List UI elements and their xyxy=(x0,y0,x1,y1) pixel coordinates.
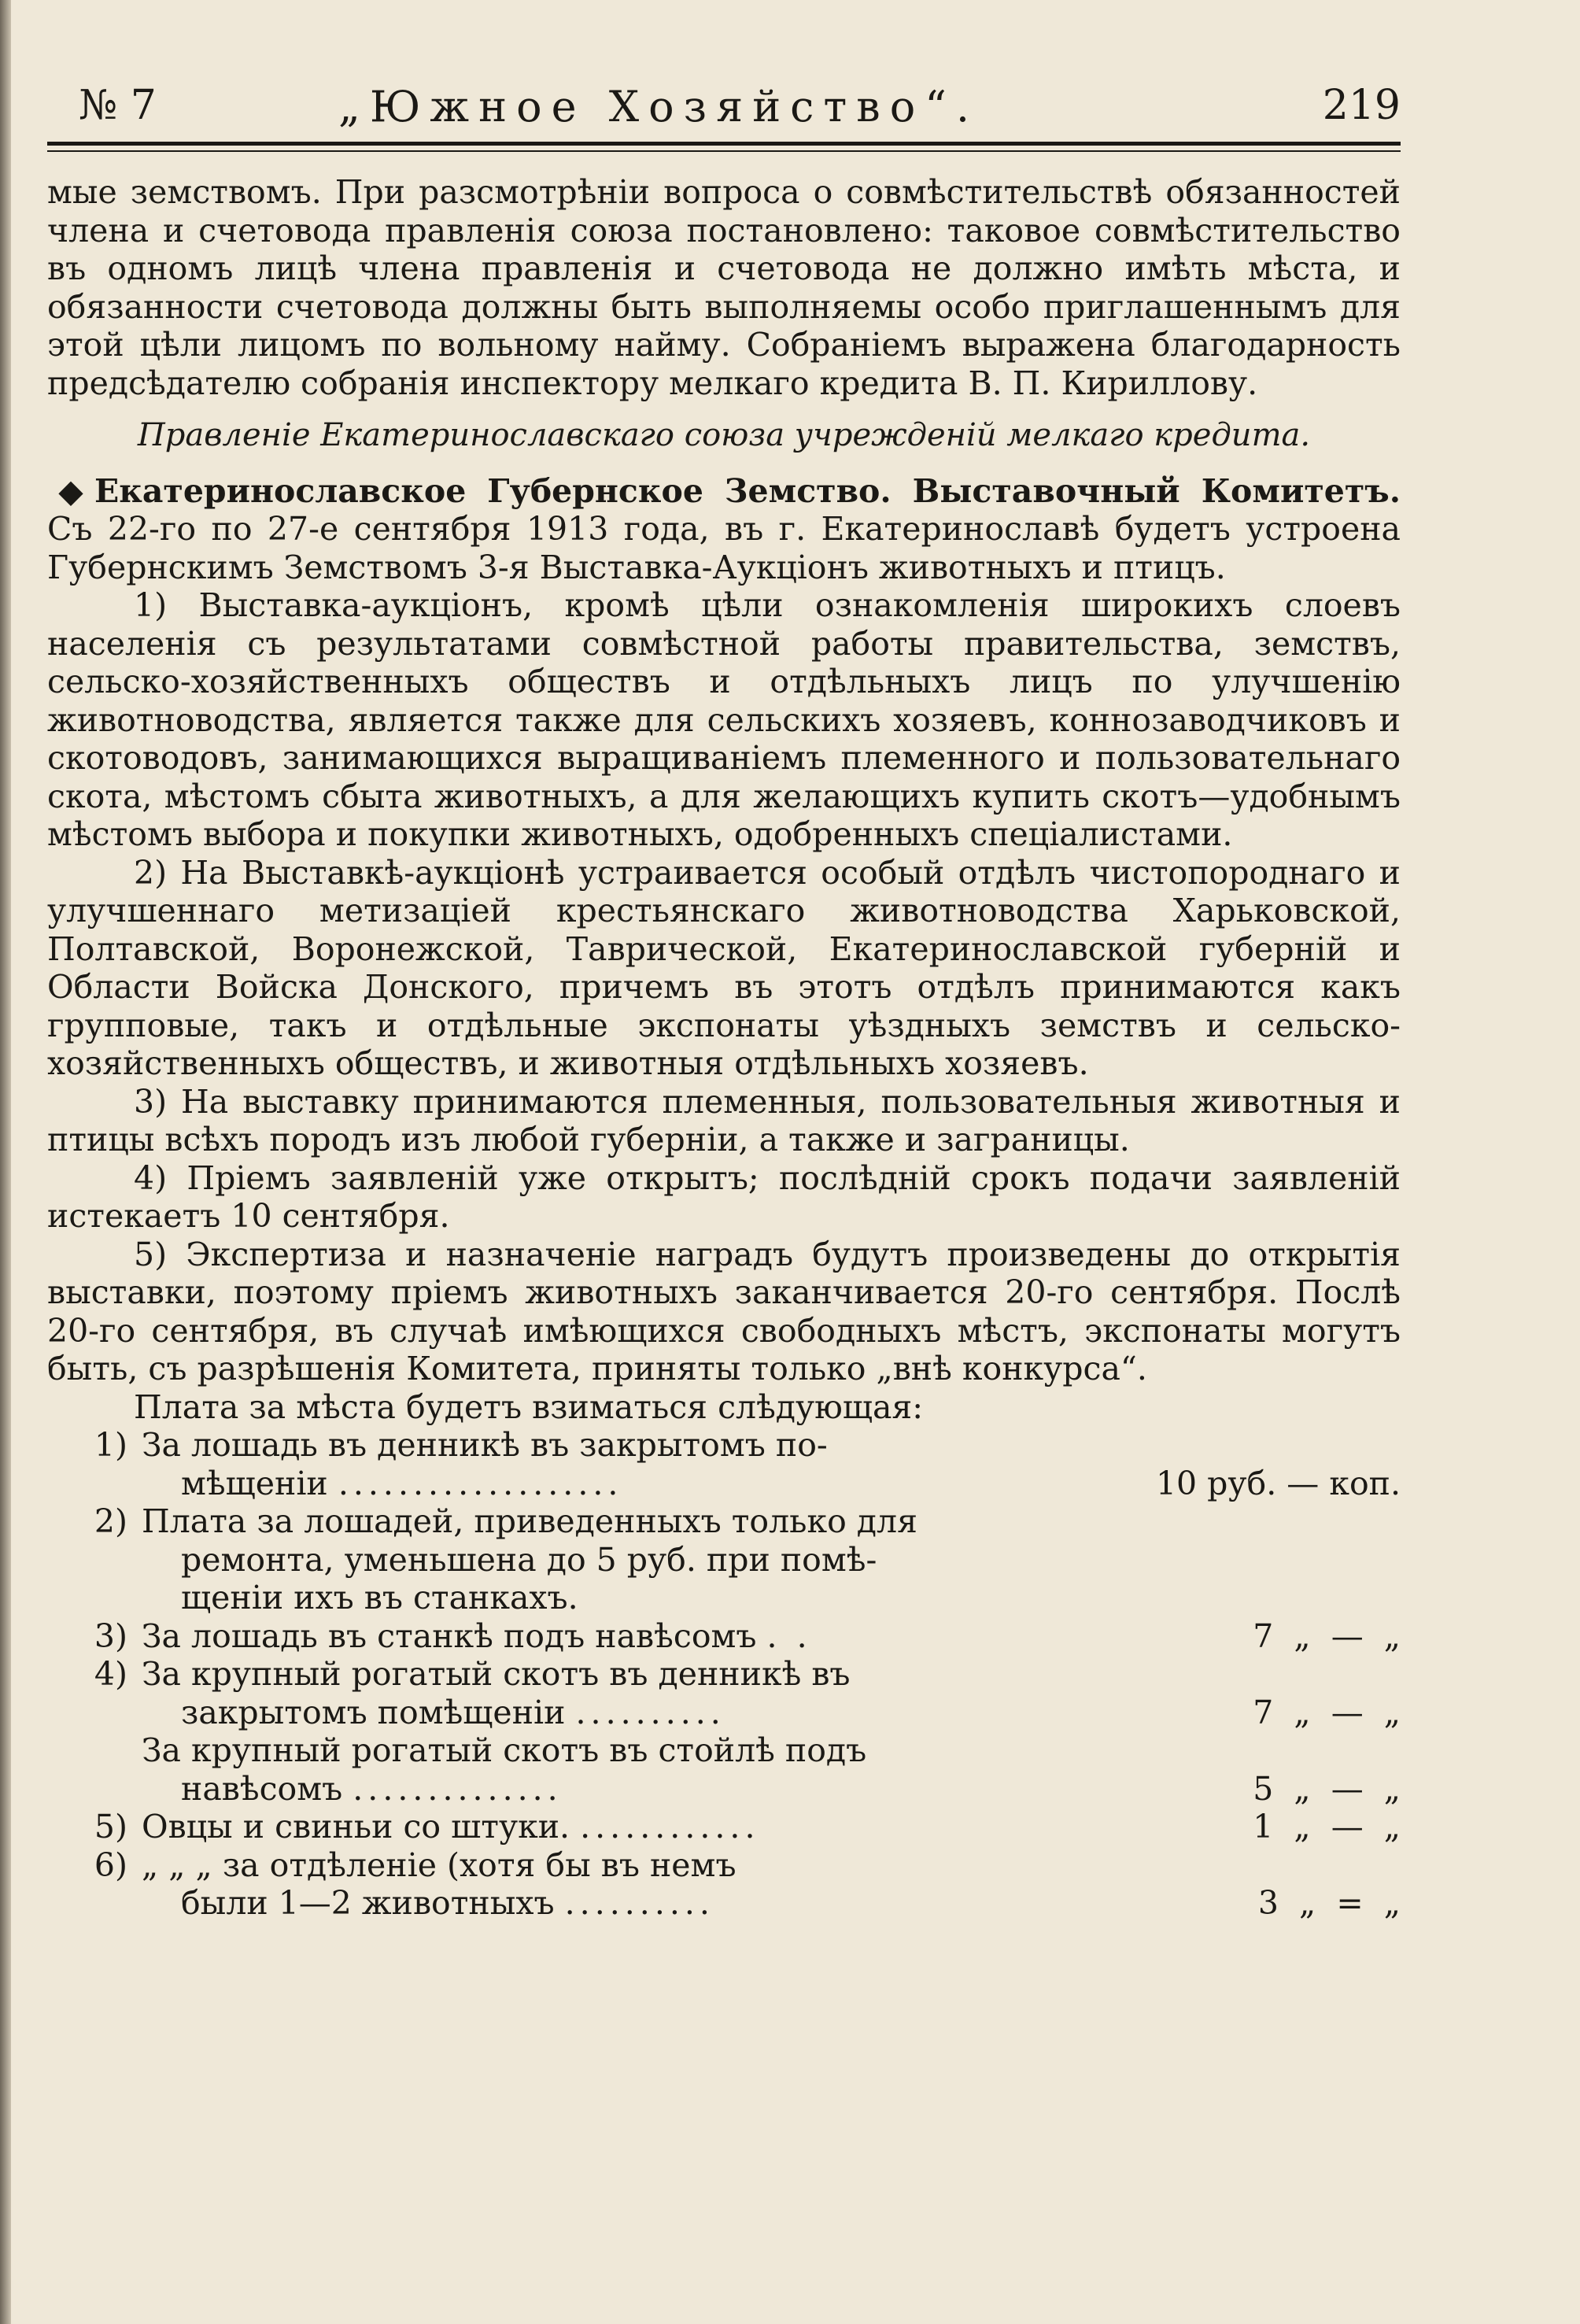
fee-row xyxy=(47,1655,1401,1731)
notice-item-3: 3) На выставку принимаются племенныя, пользовательныя животныя и птицы всѣхъ породъ изъ любой губерніи, а также и заграницы. xyxy=(47,1082,1401,1158)
fee-line: За крупный рогатый скотъ въ стойлѣ подъ xyxy=(142,1731,867,1769)
fee-number: 4) xyxy=(94,1655,127,1693)
leader-dots: .............. xyxy=(353,1769,563,1808)
fee-line: щеніи ихъ въ станкахъ. xyxy=(181,1579,578,1616)
fee-description xyxy=(142,1426,1047,1502)
paragraph-continuation: мые земствомъ. При разсмотрѣніи вопроса о совмѣстительствѣ обязанностей члена и счетовода правленія союза постановлено: таковое совмѣстительство въ одномъ лицѣ члена правленія и счетовода не должно имѣть мѣста, и обязанности счетовода должны быть выполняемы особо приглашеннымъ для этой цѣли лицомъ по вольному найму. Собраніемъ выражена благодарность предсѣдателю собранія инспектору мелкаго кредита В. П. Кириллову. xyxy=(47,173,1401,402)
fee-line: За лошадь въ денникѣ въ закрытомъ по- xyxy=(142,1426,828,1464)
fee-row xyxy=(47,1846,1401,1923)
leader-dots: .......... xyxy=(564,1884,714,1922)
fee-description xyxy=(142,1846,1047,1923)
notice-heading: Екатеринославское Губернское Земство. Выставочный Комитетъ. xyxy=(94,471,1401,510)
fee-line: За лошадь въ станкѣ подъ навѣсомъ . . xyxy=(142,1616,812,1655)
fee-number: 5) xyxy=(94,1808,127,1846)
fee-price: 10 руб. — коп. xyxy=(1155,1464,1401,1502)
fee-number: 1) xyxy=(94,1426,127,1464)
notice-item-1: 1) Выставка-аукціонъ, кромѣ цѣли ознакомленія широкихъ слоевъ населенія съ результатами совмѣстной работы правительства, земствъ, сельско-хозяйственныхъ обществъ и отдѣльныхъ лицъ по улучшенію животноводства, является также для сельскихъ хозяевъ, коннозаводчиковъ и скотоводовъ, занимающихся выращиваніемъ племенного и пользовательнаго скота, мѣстомъ сбыта животныхъ, а для желающихъ купить скотъ—удобнымъ мѣстомъ выбора и покупки животныхъ, одобренныхъ спеціалистами. xyxy=(47,586,1401,853)
fee-description xyxy=(142,1808,1047,1846)
notice-item-2: 2) На Выставкѣ-аукціонѣ устраивается особый отдѣлъ чистопороднаго и улучшеннаго метизаціей крестьянскаго животноводства Харьковской, Полтавской, Воронежской, Таврической, Екатеринославской губерній и Области Войска Донского, причемъ въ этотъ отдѣлъ принимаются какъ групповые, такъ и отдѣльные экспонаты уѣздныхъ земствъ и сельско-хозяйственныхъ обществъ, и животныя отдѣльныхъ хозяевъ. xyxy=(47,853,1401,1082)
fee-line: закрытомъ помѣщеніи .......... xyxy=(181,1693,725,1731)
notice-intro-text: Съ 22-го по 27-е сентября 1913 года, въ г. Екатеринославѣ будетъ устроена Губернскимъ Земствомъ 3-я Выставка-Аукціонъ животныхъ и птицъ. xyxy=(47,510,1401,586)
fee-line: навѣсомъ .............. xyxy=(181,1769,563,1808)
leader-dots: . . xyxy=(766,1616,812,1655)
page-spine-shadow xyxy=(0,0,11,2324)
diamond-bullet-icon: ◆ xyxy=(58,471,83,510)
fee-number: 6) xyxy=(94,1846,127,1884)
fee-line: Овцы и свиньи со штуки. ............ xyxy=(142,1808,760,1846)
notice-item-4: 4) Пріемъ заявленій уже открытъ; послѣдній срокъ подачи заявленій истекаетъ 10 сентября. xyxy=(47,1158,1401,1235)
fee-line: Плата за лошадей, приведенныхъ только для xyxy=(142,1502,917,1540)
fee-intro: Плата за мѣста будетъ взиматься слѣдующая: xyxy=(134,1387,924,1426)
fee-row xyxy=(47,1617,1401,1656)
fee-number: 3) xyxy=(94,1616,127,1655)
leader-dots: .......... xyxy=(575,1693,725,1731)
header-rule-thick xyxy=(47,142,1401,146)
page-body xyxy=(47,173,1401,1923)
fee-line: ремонта, уменьшена до 5 руб. при помѣ- xyxy=(181,1540,877,1579)
header-rule-thin xyxy=(47,150,1401,152)
running-header xyxy=(47,82,1401,137)
notice-item-5: 5) Экспертиза и назначеніе наградъ будутъ произведены до открытія выставки, поэтому пріемъ животныхъ заканчивается 20-го сентября. Послѣ 20-го сентября, въ случаѣ имѣющихся свободныхъ мѣстъ, экспонаты могутъ быть, съ разрѣшенія Комитета, приняты только „внѣ конкурса“. xyxy=(47,1235,1401,1387)
fee-schedule xyxy=(47,1388,1401,1923)
fee-line: мѣщеніи ................... xyxy=(181,1464,623,1502)
fee-row xyxy=(47,1731,1401,1808)
leader-dots: ................... xyxy=(338,1464,623,1502)
fee-price: 5 „ — „ xyxy=(1253,1769,1401,1808)
fee-line: были 1—2 животныхъ .......... xyxy=(181,1884,714,1922)
fee-line: „ „ „ за отдѣленіе (хотя бы въ немъ xyxy=(142,1846,736,1884)
page-number: 219 xyxy=(1322,82,1401,129)
fee-number: 2) xyxy=(94,1502,127,1540)
fee-description xyxy=(142,1655,1047,1731)
fee-price: 7 „ — „ xyxy=(1253,1616,1401,1655)
fee-price: 7 „ — „ xyxy=(1253,1693,1401,1731)
signature-line: Правленіе Екатеринославскаго союза учрежденій мелкаго кредита. xyxy=(137,417,1311,453)
leader-dots: ............ xyxy=(580,1808,760,1846)
journal-title: „Южное Хозяйство“. xyxy=(338,82,979,131)
fee-description xyxy=(142,1731,1047,1808)
fee-row xyxy=(47,1502,1401,1617)
notice-intro xyxy=(47,472,1401,587)
fee-description xyxy=(142,1502,1047,1617)
fee-price: 1 „ — „ xyxy=(1253,1808,1401,1846)
fee-description xyxy=(142,1617,1047,1656)
fee-line: За крупный рогатый скотъ въ денникѣ въ xyxy=(142,1655,851,1693)
fee-price: 3 „ = „ xyxy=(1257,1884,1401,1922)
issue-number: № 7 xyxy=(79,82,157,129)
fee-row xyxy=(47,1426,1401,1502)
fee-row xyxy=(47,1808,1401,1846)
